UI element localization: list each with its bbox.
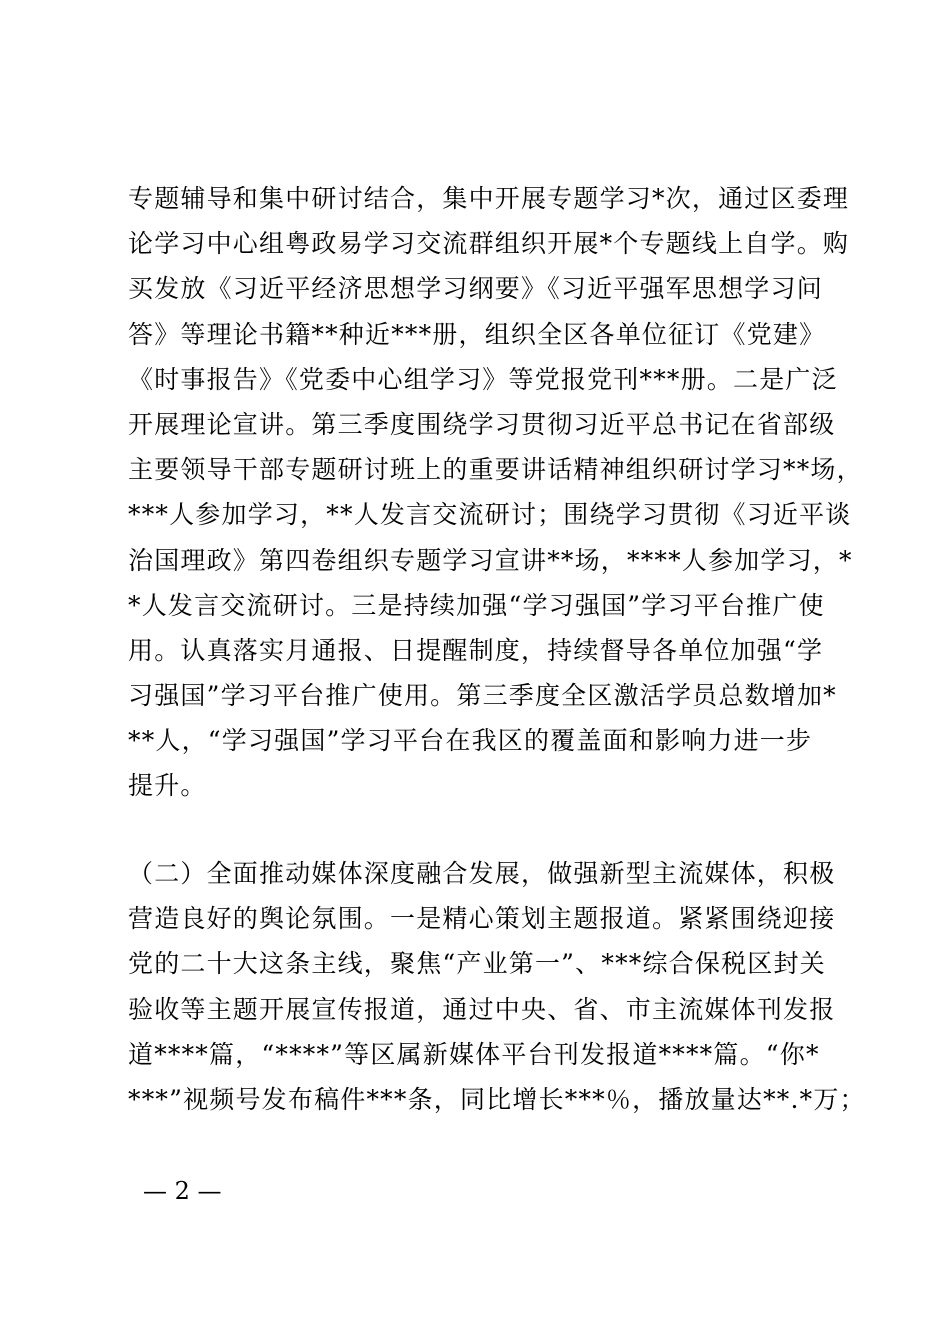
text-line: 开展理论宣讲。第三季度围绕学习贯彻习近平总书记在省部级 [128,409,836,439]
text-line: ***人参加学习，**人发言交流研讨；围绕学习贯彻《习近平谈 [128,500,852,530]
text-line: （二）全面推动媒体深度融合发展，做强新型主流媒体，积极 [128,859,836,888]
page-number: — 2 — [143,1177,222,1205]
text-line: 主要领导干部专题研讨班上的重要讲话精神组织研讨学习**场， [128,455,863,485]
text-line: 买发放《习近平经济思想学习纲要》《习近平强军思想学习问 [128,274,823,304]
text-line: 论学习中心组粤政易学习交流群组织开展*个专题线上自学。购 [128,229,850,259]
text-line: 治国理政》第四卷组织专题学习宣讲**场，****人参加学习，* [128,545,853,575]
text-line: 验收等主题开展宣传报道，通过中央、省、市主流媒体刊发报 [128,994,836,1024]
text-line: 营造良好的舆论氛围。一是精心策划主题报道。紧紧围绕迎接 [128,904,836,934]
text-line: ***”视频号发布稿件***条，同比增长***％，播放量达**.*万； [128,1084,866,1114]
body-paragraph-2 [128,851,866,1122]
text-line: 党的二十大这条主线，聚焦“产业第一”、***综合保税区封关 [128,949,826,979]
body-paragraph-1 [128,176,863,809]
text-line: 提升。 [128,771,207,801]
text-line: 习强国”学习平台推广使用。第三季度全区激活学员总数增加* [128,681,837,711]
text-line: 道****篇，“****”等区属新媒体平台刊发报道****篇。“你* [128,1039,820,1069]
text-line: 专题辅导和集中研讨结合，集中开展专题学习*次，通过区委理 [128,184,850,213]
text-line: 用。认真落实月通报、日提醒制度，持续督导各单位加强“学 [128,635,824,665]
text-line: *人发言交流研讨。三是持续加强“学习强国”学习平台推广使 [128,590,825,620]
text-line: 《时事报告》《党委中心组学习》等党报党刊***册。二是广泛 [128,364,838,394]
text-line: 答》等理论书籍**种近***册，组织全区各单位征订《党建》 [128,319,826,349]
text-line: **人，“学习强国”学习平台在我区的覆盖面和影响力进一步 [128,726,813,756]
